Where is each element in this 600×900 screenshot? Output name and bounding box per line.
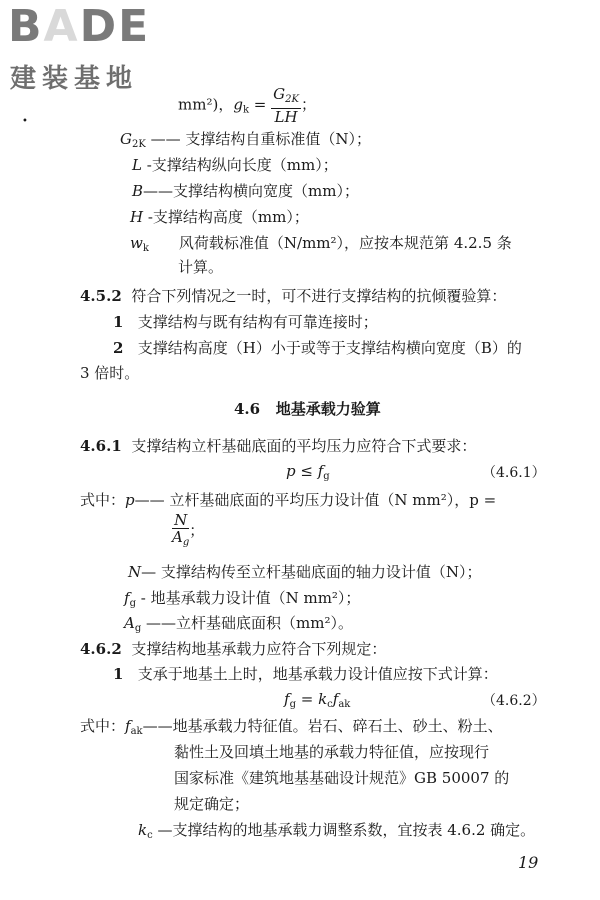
fraction-numerator: G [273,85,286,103]
n-over-ag-fraction [172,512,189,551]
f-symbol: f [284,690,290,708]
logo-bade [8,2,150,52]
formula-4-6-1 [286,461,330,487]
margin-mark: • [22,116,28,127]
equals-sign: = [295,690,319,708]
item-text: 支撑结构高度（H）小于或等于支撑结构横向宽度（B）的 [137,339,522,357]
formula-4-6-2 [284,689,350,715]
definition-text: ——地基承载力特征值。岩石、碎石土、砂土、粉土、 [142,717,503,735]
clause-4-5-2-item-2-cont [80,363,139,383]
def-wk [130,233,512,259]
where-label: 式中： [80,717,126,735]
fraction-denominator: A [172,528,183,546]
item-number: 2 [113,339,124,357]
f-symbol: f [317,462,324,480]
formula-tail: ； [300,95,316,114]
fak-def-line-3: 国家标准《建筑地基基础设计规范》GB 50007 的 [174,769,510,787]
symbol-subscript: k [142,243,149,254]
symbol: w [130,234,143,252]
clause-text: 支撑结构立杆基础底面的平均压力应符合下式要求： [131,437,477,455]
section-heading-4-6 [234,399,381,419]
symbol-subscript: c [147,830,153,841]
item-number: 1 [113,665,124,683]
denominator-subscript: g [182,537,190,548]
def-wk-cont [178,257,223,277]
f-symbol-2: f [332,690,339,708]
symbol-subscript: 2K [131,139,146,150]
le-sign: ≤ [295,462,318,480]
p-symbol: p [125,491,135,509]
p-fraction-line [172,512,204,551]
symbol: L [132,156,142,174]
clause-4-5-2-item-1 [113,312,378,332]
item-text: 支承于地基土上时，地基承载力设计值应按下式计算： [137,665,498,683]
f-subscript-2: ak [338,699,351,710]
clause-4-6-2-item-1 [113,664,498,684]
symbol-subscript: g [134,623,142,634]
section-number: 4.6 [234,400,261,418]
page-number: 19 [518,853,539,872]
where-fak [80,716,503,742]
fak-def-line-4: 规定确定； [174,795,250,813]
f-subscript: g [323,471,330,482]
definition-text: -支撑结构纵向长度（mm）； [141,156,338,174]
definition-text: 风荷载标准值（N/mm²），应按本规范第 4.2.5 条 [178,234,512,252]
symbol: k [138,821,148,839]
fraction-numerator: N [172,512,189,529]
fraction-denominator: LH [274,108,298,126]
fraction-tail: ； [189,521,205,540]
symbol: f [125,717,131,735]
symbol: N [128,563,142,581]
symbol: A [124,614,135,632]
clause-number: 4.6.1 [80,437,122,455]
symbol: B [132,182,144,200]
def-h [130,207,309,227]
definition-text: - 地基承载力设计值（N mm²）； [135,589,361,607]
item-text: 支撑结构与既有结构有可靠连接时； [137,313,378,331]
gk-symbol: g [233,95,243,114]
gk-fraction [271,86,301,125]
def-kc [138,820,535,846]
f-subscript: g [289,699,296,710]
symbol: H [130,208,144,226]
symbol: f [124,589,130,607]
definition-text: ——立杆基础底面积（mm²）。 [141,614,353,632]
definition-text: -支撑结构高度（mm）； [143,208,309,226]
def-b [132,181,359,201]
clause-number: 4.5.2 [80,287,122,305]
equals-sign: = [249,95,272,114]
clause-4-6-2 [80,639,386,659]
def-l [132,155,338,175]
symbol-subscript: g [129,598,136,609]
fak-def-line-2: 黏性土及回填土地基的承载力特征值，应按现行 [174,743,490,761]
equation-number-4-6-1: （4.6.1） [482,465,546,481]
clause-text: 符合下列情况之一时，可不进行支撑结构的抗倾覆验算： [131,287,507,305]
symbol: G [120,130,132,148]
definition-text: —— 支撑结构自重标准值（N）； [145,130,371,148]
definition-text: ——支撑结构横向宽度（mm）； [143,182,359,200]
def-g2k [120,129,371,155]
logo-letter-b: B [8,1,44,52]
definition-text: — 支撑结构传至立杆基础底面的轴力设计值（N）； [141,563,482,581]
formula-gk-line [178,86,316,125]
numerator-subscript: 2K [285,94,299,105]
def-n [128,562,482,582]
definition-text: 计算。 [178,258,224,276]
logo-letter-a: A [43,1,80,52]
p-definition: —— 立杆基础底面的平均压力设计值（N mm²），p = [134,491,497,509]
definition-text: —支撑结构的地基承载力调整系数，宜按表 4.6.2 确定。 [152,821,536,839]
section-title: 地基承载力验算 [275,400,381,418]
clause-text: 支撑结构地基承载力应符合下列规定： [131,640,387,658]
def-ag [124,613,353,639]
equation-number-4-6-2: （4.6.2） [482,693,546,709]
logo-letters-de: DE [79,1,151,52]
item-number: 1 [113,313,124,331]
clause-number: 4.6.2 [80,640,122,658]
logo-subtitle: 建装基地 [10,64,139,94]
gk-subscript: k [242,104,249,116]
clause-4-6-1 [80,436,476,456]
where-p [80,490,496,510]
p-symbol: p [286,462,296,480]
clause-4-5-2-item-2 [113,338,522,358]
def-fg [124,588,360,614]
k-subscript: c [327,699,333,710]
where-label: 式中： [80,491,126,509]
formula-prefix: mm²)， [178,95,234,114]
clause-4-5-2 [80,286,506,306]
k-symbol: k [318,690,328,708]
item-text-continued: 3 倍时。 [80,364,140,382]
symbol-subscript: ak [130,726,143,737]
